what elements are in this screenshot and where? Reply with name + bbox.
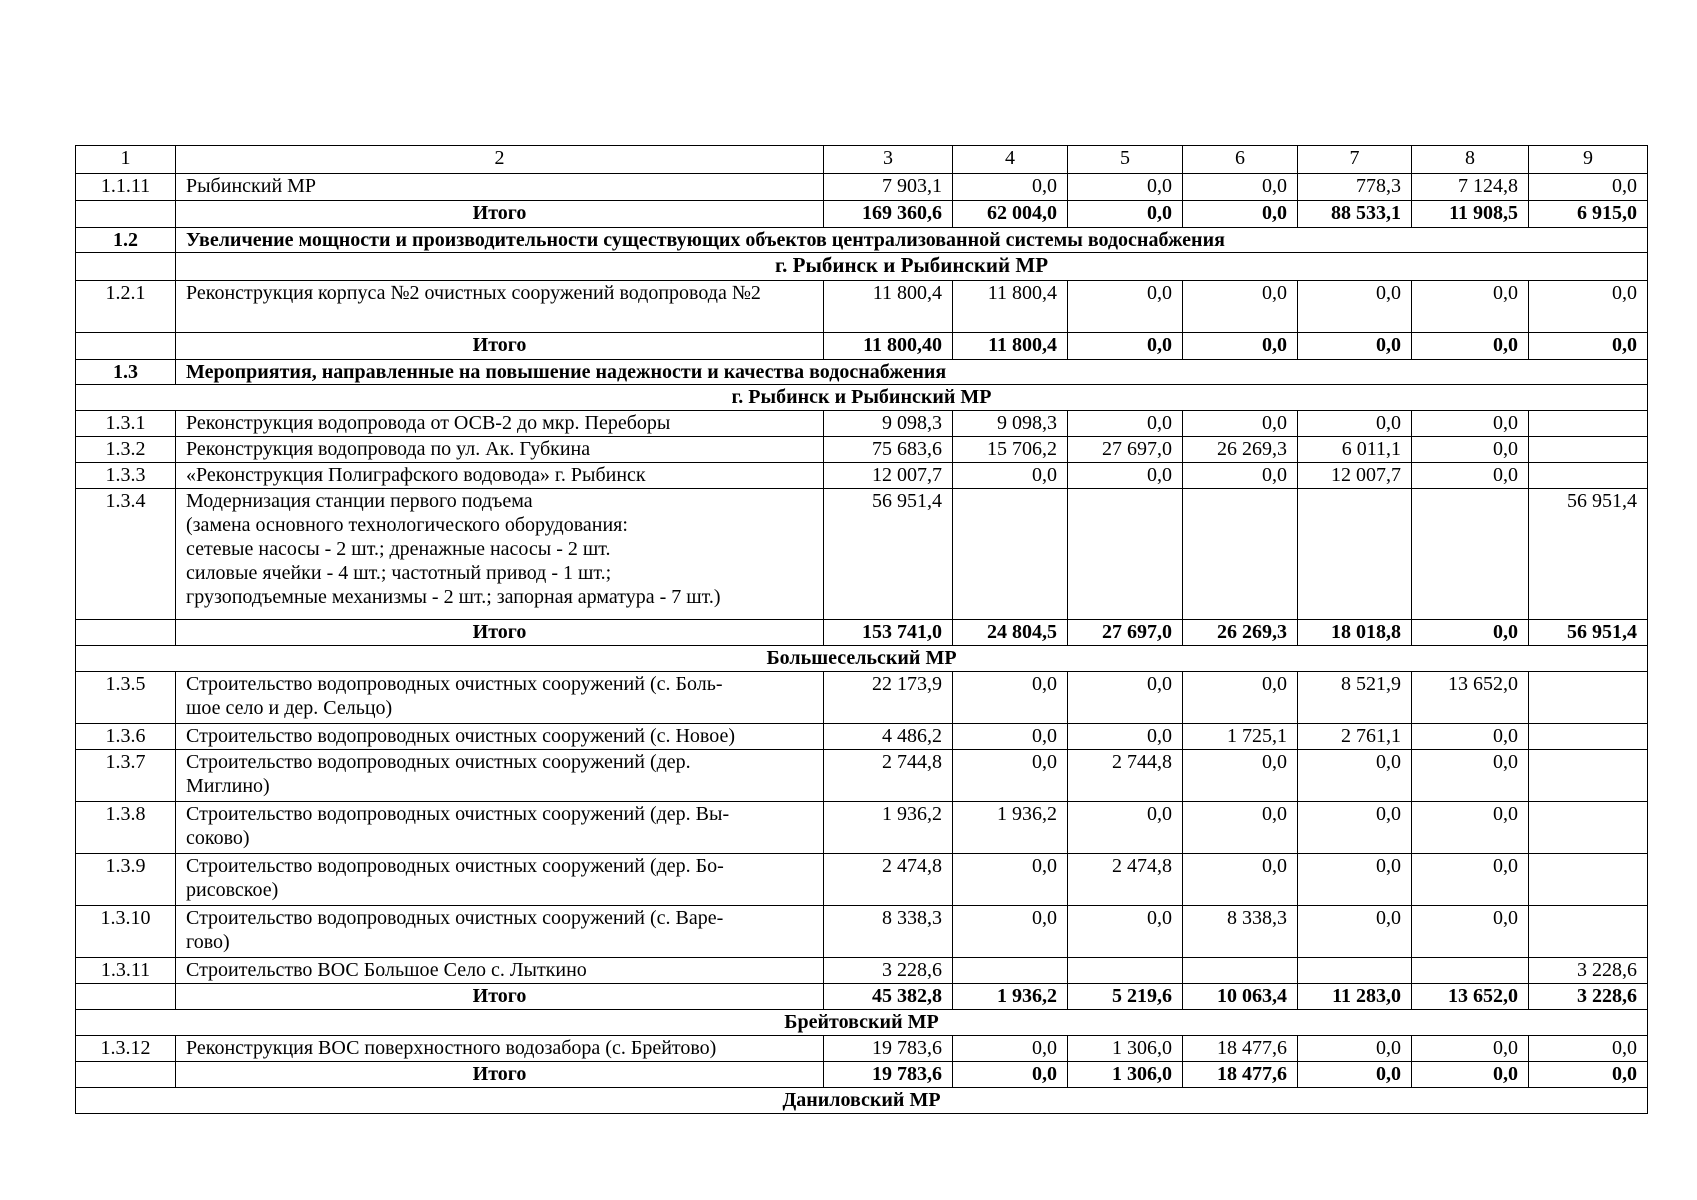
value-cell: 1 936,2	[953, 802, 1068, 854]
empty-cell	[76, 620, 176, 646]
value-cell: 0,0	[953, 463, 1068, 489]
value-cell: 0,0	[1298, 802, 1412, 854]
value-cell: 0,0	[1412, 1036, 1529, 1062]
value-cell: 0,0	[1068, 463, 1183, 489]
total-value: 6 915,0	[1529, 201, 1648, 228]
item-name	[176, 906, 824, 958]
item-name-line: Строительство водопроводных очистных сооружений (дер.	[186, 751, 691, 773]
total-label: Итого	[176, 333, 824, 360]
total-value: 0,0	[1529, 1062, 1648, 1088]
value-cell	[1068, 958, 1183, 984]
value-cell: 2 744,8	[1068, 750, 1183, 802]
value-cell	[1412, 489, 1529, 620]
header-cell: 4	[953, 146, 1068, 174]
item-name: Реконструкция водопровода по ул. Ак. Губкина	[176, 437, 824, 463]
total-value: 0,0	[953, 1062, 1068, 1088]
value-cell: 0,0	[1068, 672, 1183, 724]
total-value: 1 936,2	[953, 984, 1068, 1010]
value-cell	[1068, 489, 1183, 620]
item-name: Рыбинский МР	[176, 174, 824, 201]
subsection-title: г. Рыбинск и Рыбинский МР	[76, 385, 1648, 411]
item-name: «Реконструкция Полиграфского водовода» г. Рыбинск	[176, 463, 824, 489]
section-title: Мероприятия, направленные на повышение надежности и качества водоснабжения	[176, 360, 1648, 385]
table-row	[76, 958, 1648, 984]
value-cell: 0,0	[1298, 854, 1412, 906]
table-row	[76, 750, 1648, 802]
value-cell: 3 228,6	[1529, 958, 1648, 984]
item-number: 1.3.10	[76, 906, 176, 958]
value-cell: 8 338,3	[824, 906, 953, 958]
header-cell: 8	[1412, 146, 1529, 174]
value-cell: 0,0	[1183, 411, 1298, 437]
value-cell: 0,0	[1298, 281, 1412, 333]
item-name	[176, 672, 824, 724]
value-cell: 0,0	[1183, 802, 1298, 854]
total-value: 0,0	[1412, 1062, 1529, 1088]
value-cell: 8 521,9	[1298, 672, 1412, 724]
item-name-line: соково)	[186, 827, 250, 849]
total-row	[76, 201, 1648, 228]
subsection-row	[76, 385, 1648, 411]
item-number: 1.3.4	[76, 489, 176, 620]
header-cell: 7	[1298, 146, 1412, 174]
item-number: 1.3.9	[76, 854, 176, 906]
value-cell: 1 725,1	[1183, 724, 1298, 750]
value-cell: 0,0	[1412, 281, 1529, 333]
total-value: 0,0	[1412, 620, 1529, 646]
header-cell: 2	[176, 146, 824, 174]
item-number: 1.3.8	[76, 802, 176, 854]
total-label: Итого	[176, 1062, 824, 1088]
item-name-line: Миглино)	[186, 775, 270, 797]
empty-cell	[76, 1062, 176, 1088]
value-cell: 0,0	[1529, 174, 1648, 201]
total-row	[76, 620, 1648, 646]
header-cell: 5	[1068, 146, 1183, 174]
value-cell: 11 800,4	[824, 281, 953, 333]
subsection-title: Даниловский МР	[76, 1088, 1648, 1114]
total-value: 0,0	[1068, 333, 1183, 360]
table-row	[76, 281, 1648, 333]
total-row	[76, 984, 1648, 1010]
value-cell: 19 783,6	[824, 1036, 953, 1062]
item-name-line: Строительство водопроводных очистных сооружений (дер. Вы-	[186, 803, 730, 825]
value-cell	[1529, 672, 1648, 724]
total-value: 0,0	[1412, 333, 1529, 360]
value-cell: 1 306,0	[1068, 1036, 1183, 1062]
item-name: Реконструкция водопровода от ОСВ-2 до мкр. Переборы	[176, 411, 824, 437]
value-cell	[1529, 906, 1648, 958]
value-cell: 0,0	[953, 906, 1068, 958]
section-row	[76, 360, 1648, 385]
subsection-row	[76, 1088, 1648, 1114]
total-value: 18 477,6	[1183, 1062, 1298, 1088]
total-value: 18 018,8	[1298, 620, 1412, 646]
value-cell: 0,0	[953, 174, 1068, 201]
total-value: 45 382,8	[824, 984, 953, 1010]
item-name: Реконструкция корпуса №2 очистных сооружений водопровода №2	[176, 281, 824, 333]
subsection-title: Большесельский МР	[76, 646, 1648, 672]
value-cell	[1529, 802, 1648, 854]
value-cell: 18 477,6	[1183, 1036, 1298, 1062]
item-number: 1.3.6	[76, 724, 176, 750]
value-cell: 0,0	[1412, 463, 1529, 489]
section-number: 1.2	[76, 228, 176, 253]
total-value: 0,0	[1298, 1062, 1412, 1088]
value-cell: 0,0	[1412, 437, 1529, 463]
value-cell	[1183, 958, 1298, 984]
total-value: 1 306,0	[1068, 1062, 1183, 1088]
item-name-line: шое село и дер. Сельцо)	[186, 697, 393, 719]
value-cell	[1412, 958, 1529, 984]
item-number: 1.3.1	[76, 411, 176, 437]
value-cell	[1529, 437, 1648, 463]
table-row	[76, 437, 1648, 463]
value-cell: 0,0	[953, 854, 1068, 906]
subsection-row	[76, 1010, 1648, 1036]
value-cell: 0,0	[1068, 906, 1183, 958]
total-value: 0,0	[1529, 333, 1648, 360]
item-name-line: Строительство водопроводных очистных сооружений (с. Варе-	[186, 907, 724, 929]
total-value: 0,0	[1183, 201, 1298, 228]
total-value: 3 228,6	[1529, 984, 1648, 1010]
item-name-line: (замена основного технологического оборудования:	[186, 514, 628, 536]
value-cell	[1183, 489, 1298, 620]
empty-cell	[76, 201, 176, 228]
value-cell: 9 098,3	[953, 411, 1068, 437]
total-label: Итого	[176, 984, 824, 1010]
value-cell: 26 269,3	[1183, 437, 1298, 463]
section-title: Увеличение мощности и производительности существующих объектов централизованной системы водоснабжения	[176, 228, 1648, 253]
value-cell: 9 098,3	[824, 411, 953, 437]
item-number: 1.3.3	[76, 463, 176, 489]
value-cell: 0,0	[1412, 411, 1529, 437]
value-cell: 15 706,2	[953, 437, 1068, 463]
total-value: 5 219,6	[1068, 984, 1183, 1010]
value-cell: 0,0	[1068, 411, 1183, 437]
total-value: 24 804,5	[953, 620, 1068, 646]
item-name-line: Строительство водопроводных очистных сооружений (с. Боль-	[186, 673, 723, 695]
value-cell: 0,0	[1412, 750, 1529, 802]
value-cell: 0,0	[1068, 724, 1183, 750]
item-name: Строительство водопроводных очистных сооружений (с. Новое)	[176, 724, 824, 750]
header-cell: 9	[1529, 146, 1648, 174]
empty-cell	[76, 253, 176, 281]
value-cell: 2 744,8	[824, 750, 953, 802]
table-row	[76, 1036, 1648, 1062]
value-cell: 0,0	[1068, 281, 1183, 333]
value-cell: 778,3	[1298, 174, 1412, 201]
value-cell: 11 800,4	[953, 281, 1068, 333]
total-value: 153 741,0	[824, 620, 953, 646]
empty-cell	[76, 984, 176, 1010]
total-value: 88 533,1	[1298, 201, 1412, 228]
value-cell	[953, 958, 1068, 984]
value-cell: 13 652,0	[1412, 672, 1529, 724]
section-number: 1.3	[76, 360, 176, 385]
value-cell: 2 474,8	[824, 854, 953, 906]
item-name-line: Строительство водопроводных очистных сооружений (дер. Бо-	[186, 855, 724, 877]
value-cell: 0,0	[1298, 1036, 1412, 1062]
value-cell: 22 173,9	[824, 672, 953, 724]
value-cell: 7 124,8	[1412, 174, 1529, 201]
total-value: 13 652,0	[1412, 984, 1529, 1010]
value-cell: 1 936,2	[824, 802, 953, 854]
item-number: 1.3.11	[76, 958, 176, 984]
value-cell: 0,0	[1412, 906, 1529, 958]
value-cell	[1529, 724, 1648, 750]
total-value: 11 800,40	[824, 333, 953, 360]
item-number: 1.2.1	[76, 281, 176, 333]
total-label: Итого	[176, 620, 824, 646]
subsection-row	[76, 253, 1648, 281]
value-cell: 4 486,2	[824, 724, 953, 750]
value-cell: 8 338,3	[1183, 906, 1298, 958]
value-cell	[953, 489, 1068, 620]
item-number: 1.3.7	[76, 750, 176, 802]
item-number: 1.3.2	[76, 437, 176, 463]
empty-cell	[76, 333, 176, 360]
value-cell: 0,0	[1412, 802, 1529, 854]
value-cell: 0,0	[1183, 463, 1298, 489]
value-cell: 0,0	[1298, 750, 1412, 802]
total-value: 169 360,6	[824, 201, 953, 228]
value-cell: 0,0	[1298, 906, 1412, 958]
total-value: 0,0	[1298, 333, 1412, 360]
item-number: 1.3.12	[76, 1036, 176, 1062]
column-number-row	[76, 146, 1648, 174]
value-cell: 12 007,7	[824, 463, 953, 489]
value-cell: 0,0	[953, 750, 1068, 802]
item-name-line: грузоподъемные механизмы - 2 шт.; запорная арматура - 7 шт.)	[186, 586, 721, 608]
item-number: 1.1.11	[76, 174, 176, 201]
section-row	[76, 228, 1648, 253]
total-value: 26 269,3	[1183, 620, 1298, 646]
value-cell: 0,0	[1068, 174, 1183, 201]
value-cell	[1529, 411, 1648, 437]
value-cell: 27 697,0	[1068, 437, 1183, 463]
table-row	[76, 174, 1648, 201]
total-value: 11 800,4	[953, 333, 1068, 360]
item-name-line: Модернизация станции первого подъема	[186, 490, 533, 512]
item-name-line: гово)	[186, 931, 230, 953]
value-cell	[1529, 463, 1648, 489]
value-cell	[1529, 854, 1648, 906]
value-cell: 0,0	[1183, 750, 1298, 802]
total-row	[76, 1062, 1648, 1088]
total-row	[76, 333, 1648, 360]
value-cell: 0,0	[1529, 281, 1648, 333]
total-value: 19 783,6	[824, 1062, 953, 1088]
table-row	[76, 724, 1648, 750]
total-label: Итого	[176, 201, 824, 228]
total-value: 11 283,0	[1298, 984, 1412, 1010]
table-row	[76, 802, 1648, 854]
value-cell: 56 951,4	[1529, 489, 1648, 620]
value-cell: 0,0	[953, 724, 1068, 750]
value-cell: 0,0	[1529, 1036, 1648, 1062]
value-cell: 0,0	[1183, 281, 1298, 333]
value-cell	[1298, 489, 1412, 620]
value-cell: 0,0	[1412, 724, 1529, 750]
table-row	[76, 411, 1648, 437]
value-cell: 0,0	[953, 1036, 1068, 1062]
item-name-line: сетевые насосы - 2 шт.; дренажные насосы - 2 шт.	[186, 538, 611, 560]
value-cell: 0,0	[1183, 174, 1298, 201]
value-cell: 0,0	[1298, 411, 1412, 437]
total-value: 11 908,5	[1412, 201, 1529, 228]
value-cell: 0,0	[1412, 854, 1529, 906]
subsection-title: Брейтовский МР	[76, 1010, 1648, 1036]
value-cell: 0,0	[1068, 802, 1183, 854]
value-cell: 6 011,1	[1298, 437, 1412, 463]
subsection-row	[76, 646, 1648, 672]
item-number: 1.3.5	[76, 672, 176, 724]
value-cell: 2 761,1	[1298, 724, 1412, 750]
item-name-line: силовые ячейки - 4 шт.; частотный привод - 1 шт.;	[186, 562, 612, 584]
table-row	[76, 854, 1648, 906]
value-cell	[1298, 958, 1412, 984]
item-name	[176, 750, 824, 802]
table-row	[76, 489, 1648, 620]
subsection-title: г. Рыбинск и Рыбинский МР	[176, 253, 1648, 281]
value-cell: 3 228,6	[824, 958, 953, 984]
value-cell	[1529, 750, 1648, 802]
header-cell: 3	[824, 146, 953, 174]
item-name-line: рисовское)	[186, 879, 279, 901]
item-name	[176, 489, 824, 620]
total-value: 10 063,4	[1183, 984, 1298, 1010]
value-cell: 0,0	[1183, 854, 1298, 906]
header-cell: 6	[1183, 146, 1298, 174]
value-cell: 75 683,6	[824, 437, 953, 463]
item-name	[176, 802, 824, 854]
investment-table	[75, 145, 1648, 1114]
value-cell: 2 474,8	[1068, 854, 1183, 906]
value-cell: 0,0	[953, 672, 1068, 724]
header-cell: 1	[76, 146, 176, 174]
table-row	[76, 672, 1648, 724]
item-name: Строительство ВОС Большое Село с. Лыткино	[176, 958, 824, 984]
value-cell: 12 007,7	[1298, 463, 1412, 489]
total-value: 0,0	[1068, 201, 1183, 228]
total-value: 62 004,0	[953, 201, 1068, 228]
item-name: Реконструкция ВОС поверхностного водозабора (с. Брейтово)	[176, 1036, 824, 1062]
value-cell: 0,0	[1183, 672, 1298, 724]
total-value: 56 951,4	[1529, 620, 1648, 646]
value-cell: 56 951,4	[824, 489, 953, 620]
item-name	[176, 854, 824, 906]
table-row	[76, 906, 1648, 958]
table-row	[76, 463, 1648, 489]
value-cell: 7 903,1	[824, 174, 953, 201]
total-value: 0,0	[1183, 333, 1298, 360]
total-value: 27 697,0	[1068, 620, 1183, 646]
